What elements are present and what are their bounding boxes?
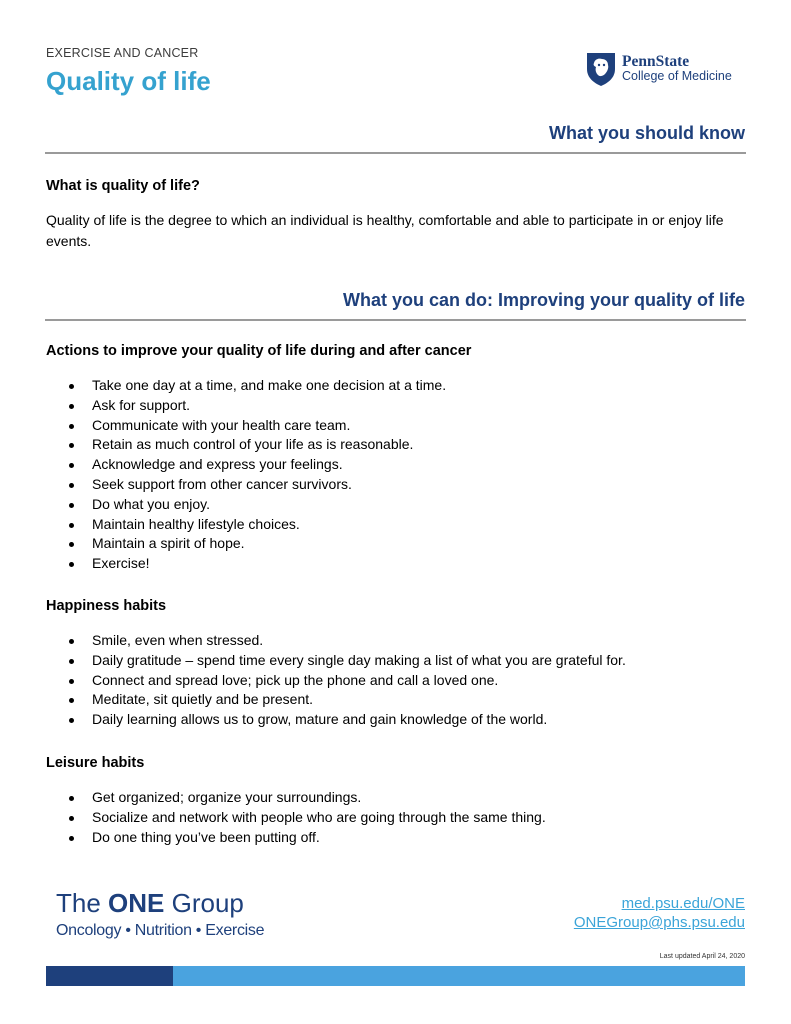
subheading-happiness: Happiness habits: [46, 598, 167, 614]
list-item: Acknowledge and express your feelings.: [46, 455, 446, 475]
one-group-tagline: Oncology • Nutrition • Exercise: [56, 922, 265, 939]
brand-suffix: Group: [164, 888, 244, 918]
document-category: EXERCISE AND CANCER: [46, 46, 199, 60]
actions-list: [46, 376, 446, 574]
logo-subtitle: College of Medicine: [622, 69, 732, 83]
list-item: Exercise!: [46, 554, 446, 574]
list-item: Maintain a spirit of hope.: [46, 534, 446, 554]
email-link[interactable]: ONEGroup@phs.psu.edu: [573, 914, 745, 931]
list-item: Daily learning allows us to grow, mature and gain knowledge of the world.: [46, 710, 626, 730]
footer-bar-light: [173, 966, 745, 986]
one-group-logo: [56, 888, 244, 919]
list-item: Retain as much control of your life as is reasonable.: [46, 435, 446, 455]
subheading-actions: Actions to improve your quality of life during and after cancer: [46, 343, 472, 359]
list-item: Connect and spread love; pick up the phone and call a loved one.: [46, 671, 626, 691]
list-item: Get organized; organize your surroundings.: [46, 788, 546, 808]
leisure-list: [46, 788, 546, 847]
definition-paragraph: Quality of life is the degree to which an individual is healthy, comfortable and able to participate in or enjoy life events.: [46, 212, 724, 249]
happiness-list: [46, 631, 626, 730]
section-divider: [45, 319, 746, 321]
subheading-what-is: What is quality of life?: [46, 178, 200, 194]
list-item: Seek support from other cancer survivors.: [46, 475, 446, 495]
website-link[interactable]: med.psu.edu/ONE: [621, 895, 745, 912]
list-item: Do one thing you’ve been putting off.: [46, 828, 546, 848]
footer-bar-dark: [46, 966, 173, 986]
nittany-lion-shield-icon: [585, 51, 617, 87]
section-heading-know: What you should know: [549, 123, 745, 143]
page-title: Quality of life: [46, 66, 211, 96]
list-item: Maintain healthy lifestyle choices.: [46, 515, 446, 535]
list-item: Communicate with your health care team.: [46, 416, 446, 436]
list-item: Ask for support.: [46, 396, 446, 416]
last-updated: Last updated April 24, 2020: [659, 953, 745, 960]
subheading-leisure: Leisure habits: [46, 755, 145, 771]
list-item: Daily gratitude – spend time every single day making a list of what you are grateful for.: [46, 651, 626, 671]
list-item: Socialize and network with people who are going through the same thing.: [46, 808, 546, 828]
section-heading-do: What you can do: Improving your quality of life: [342, 290, 745, 310]
brand-prefix: The: [56, 888, 109, 918]
list-item: Smile, even when stressed.: [46, 631, 626, 651]
pennstate-logo: [585, 51, 732, 87]
section-divider: [45, 152, 746, 154]
list-item: Meditate, sit quietly and be present.: [46, 690, 626, 710]
brand-bold: ONE: [108, 888, 165, 918]
list-item: Do what you enjoy.: [46, 495, 446, 515]
list-item: Take one day at a time, and make one decision at a time.: [46, 376, 446, 396]
logo-wordmark: PennState: [622, 53, 690, 70]
